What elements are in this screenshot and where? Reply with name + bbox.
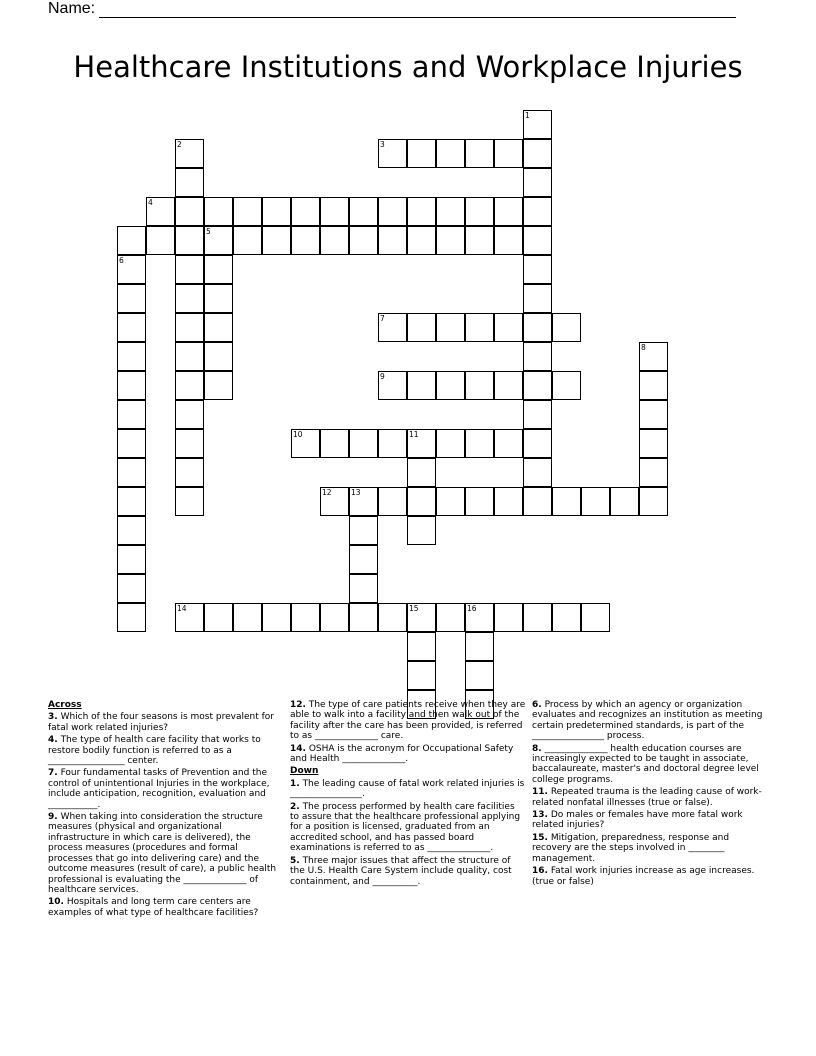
- crossword-cell[interactable]: [552, 487, 581, 516]
- crossword-cell[interactable]: [291, 603, 320, 632]
- crossword-cell[interactable]: [262, 603, 291, 632]
- crossword-cell[interactable]: [407, 632, 436, 661]
- clue-number-label: 13: [351, 488, 361, 497]
- crossword-cell[interactable]: [175, 487, 204, 516]
- clue-text: Process by which an agency or organization evaluates and recognizes an institution as meeting certain predetermined standards, is part of the ________________ process.: [532, 700, 763, 742]
- crossword-cell[interactable]: [378, 487, 407, 516]
- crossword-cell[interactable]: [581, 487, 610, 516]
- clue-number-label: 14: [177, 604, 187, 613]
- crossword-cell[interactable]: [581, 603, 610, 632]
- crossword-cell[interactable]: [233, 197, 262, 226]
- clue-number-label: 2: [177, 140, 182, 149]
- crossword-cell[interactable]: [523, 110, 552, 139]
- clue-text: The type of care patients receive when they are able to walk into a facility and then walk out of the facility after the care has been provided, is referred to as ______________ care.: [290, 700, 526, 742]
- crossword-cell[interactable]: [175, 168, 204, 197]
- crossword-cell[interactable]: [349, 574, 378, 603]
- clue-number: 11.: [532, 787, 548, 798]
- crossword-cell[interactable]: [465, 139, 494, 168]
- crossword-cell[interactable]: [407, 516, 436, 545]
- crossword-cell[interactable]: [262, 197, 291, 226]
- crossword-cell[interactable]: [465, 661, 494, 690]
- across-clue-14: [290, 744, 526, 765]
- crossword-cell[interactable]: [523, 139, 552, 168]
- crossword-cell[interactable]: [117, 574, 146, 603]
- crossword-cell[interactable]: [204, 226, 233, 255]
- across-clue-4: [48, 735, 281, 766]
- clue-number: 7.: [48, 768, 58, 779]
- crossword-cell[interactable]: [523, 197, 552, 226]
- crossword-cell[interactable]: [117, 429, 146, 458]
- clue-number: 12.: [290, 700, 306, 710]
- crossword-cell[interactable]: [349, 197, 378, 226]
- crossword-cell[interactable]: [117, 255, 146, 284]
- crossword-cell[interactable]: [262, 226, 291, 255]
- crossword-cell[interactable]: [175, 400, 204, 429]
- down-clue-11: [532, 787, 768, 808]
- clue-number: 13.: [532, 810, 548, 821]
- clues-column-1: [48, 700, 281, 920]
- crossword-cell[interactable]: [349, 516, 378, 545]
- crossword-cell[interactable]: [465, 226, 494, 255]
- crossword-cell[interactable]: [407, 226, 436, 255]
- crossword-cell[interactable]: [233, 226, 262, 255]
- crossword-cell[interactable]: [349, 226, 378, 255]
- crossword-cell[interactable]: [436, 603, 465, 632]
- crossword-cell[interactable]: [175, 197, 204, 226]
- crossword-cell[interactable]: [204, 313, 233, 342]
- crossword-cell[interactable]: [146, 197, 175, 226]
- crossword-cell[interactable]: [552, 313, 581, 342]
- clue-number: 4.: [48, 735, 58, 746]
- crossword-cell[interactable]: [494, 139, 523, 168]
- crossword-cell[interactable]: [378, 197, 407, 226]
- crossword-cell[interactable]: [523, 313, 552, 342]
- crossword-cell[interactable]: [523, 371, 552, 400]
- clue-text: Which of the four seasons is most prevalent for fatal work related injuries?: [48, 712, 274, 733]
- crossword-cell[interactable]: [465, 371, 494, 400]
- down-clue-8: [532, 744, 768, 786]
- crossword-cell[interactable]: [378, 313, 407, 342]
- clue-number: 6.: [532, 700, 542, 710]
- crossword-cell[interactable]: [610, 487, 639, 516]
- clue-number-label: 1: [525, 111, 530, 120]
- name-label: Name:: [48, 0, 96, 17]
- clue-number: 10.: [48, 897, 64, 908]
- crossword-cell[interactable]: [349, 487, 378, 516]
- crossword-cell[interactable]: [349, 603, 378, 632]
- crossword-cell[interactable]: [320, 603, 349, 632]
- crossword-cell[interactable]: [523, 400, 552, 429]
- crossword-cell[interactable]: [204, 371, 233, 400]
- crossword-cell[interactable]: [523, 226, 552, 255]
- clue-number-label: 6: [119, 256, 124, 265]
- crossword-cell[interactable]: [175, 371, 204, 400]
- crossword-cell[interactable]: [175, 603, 204, 632]
- crossword-cell[interactable]: [175, 139, 204, 168]
- clue-text: The process performed by health care facilities to assure that the healthcare professional applying for a position is licensed, graduated from an accredited school, and has passed board examinations is referred to as ______________.: [290, 801, 521, 854]
- crossword-cell[interactable]: [117, 313, 146, 342]
- clue-text: Mitigation, preparedness, response and recovery are the steps involved in ________ management.: [532, 832, 730, 864]
- clue-number: 2.: [290, 801, 300, 812]
- down-clue-16: [532, 866, 768, 887]
- clue-text: The type of health care facility that works to restore bodily function is referred to as a _________________ center.: [48, 735, 261, 767]
- crossword-cell[interactable]: [523, 429, 552, 458]
- crossword-cell[interactable]: [465, 487, 494, 516]
- clue-number: 15.: [532, 832, 548, 843]
- crossword-cell[interactable]: [552, 371, 581, 400]
- crossword-cell[interactable]: [407, 661, 436, 690]
- crossword-cell[interactable]: [175, 284, 204, 313]
- crossword-cell[interactable]: [204, 342, 233, 371]
- down-clue-5: [290, 856, 526, 887]
- crossword-cell[interactable]: [523, 458, 552, 487]
- crossword-cell[interactable]: [436, 139, 465, 168]
- crossword-cell[interactable]: [378, 139, 407, 168]
- crossword-cell[interactable]: [436, 313, 465, 342]
- crossword-cell[interactable]: [175, 313, 204, 342]
- clue-text: ______________ health education courses are increasingly expected to be taught in associate, baccalaureate, master's and doctoral degree level college programs.: [532, 743, 759, 785]
- crossword-cell[interactable]: [146, 226, 175, 255]
- clue-number: 16.: [532, 866, 548, 877]
- clue-number-label: 9: [380, 372, 385, 381]
- page-title: Healthcare Institutions and Workplace Injuries: [73, 50, 743, 84]
- clue-text: When taking into consideration the structure measures (physical and organizational infrastructure in which care is delivered), the process measures (procedures and formal processes that go into delivering care) and the outcome measures (result of care), a public health professional is evaluating the ______________ of healthcare services.: [48, 812, 277, 895]
- crossword-cell[interactable]: [407, 487, 436, 516]
- crossword-cell[interactable]: [204, 603, 233, 632]
- clue-number: 8.: [532, 743, 542, 754]
- crossword-cell[interactable]: [465, 429, 494, 458]
- clue-text: Fatal work injuries increase as age increases. (true or false): [532, 866, 755, 887]
- crossword-cell[interactable]: [639, 458, 668, 487]
- crossword-cell[interactable]: [117, 545, 146, 574]
- crossword-cell[interactable]: [639, 400, 668, 429]
- clue-number-label: 4: [148, 198, 153, 207]
- crossword-cell[interactable]: [494, 197, 523, 226]
- crossword-cell[interactable]: [378, 429, 407, 458]
- crossword-cell[interactable]: [639, 342, 668, 371]
- crossword-cell[interactable]: [523, 342, 552, 371]
- crossword-cell[interactable]: [175, 226, 204, 255]
- crossword-cell[interactable]: [465, 632, 494, 661]
- clue-number: 1.: [290, 778, 300, 789]
- crossword-cell[interactable]: [407, 139, 436, 168]
- crossword-cell[interactable]: [465, 313, 494, 342]
- clue-text: Repeated trauma is the leading cause of work-related nonfatal illnesses (true or false).: [532, 787, 762, 808]
- clue-number-label: 10: [293, 430, 303, 439]
- crossword-cell[interactable]: [117, 487, 146, 516]
- crossword-cell[interactable]: [494, 429, 523, 458]
- crossword-cell[interactable]: [204, 284, 233, 313]
- crossword-cell[interactable]: [407, 371, 436, 400]
- clue-text: Three major issues that affect the structure of the U.S. Health Care System include quality, cost containment, and __________.: [290, 855, 512, 887]
- crossword-cell[interactable]: [523, 284, 552, 313]
- crossword-cell[interactable]: [552, 603, 581, 632]
- crossword-cell[interactable]: [320, 487, 349, 516]
- crossword-cell[interactable]: [465, 603, 494, 632]
- crossword-cell[interactable]: [523, 487, 552, 516]
- crossword-cell[interactable]: [175, 429, 204, 458]
- across-clue-3: [48, 712, 281, 733]
- crossword-cell[interactable]: [349, 429, 378, 458]
- crossword-cell[interactable]: [378, 603, 407, 632]
- crossword-cell[interactable]: [291, 429, 320, 458]
- clue-number-label: 8: [641, 343, 646, 352]
- across-heading: Across: [48, 700, 82, 710]
- crossword-cell[interactable]: [117, 400, 146, 429]
- crossword-cell[interactable]: [349, 545, 378, 574]
- clues-column-3: [532, 700, 768, 889]
- crossword-cell[interactable]: [117, 284, 146, 313]
- crossword-cell[interactable]: [436, 197, 465, 226]
- crossword-cell[interactable]: [494, 487, 523, 516]
- crossword-cell[interactable]: [204, 255, 233, 284]
- crossword-cell[interactable]: [407, 603, 436, 632]
- crossword-cell[interactable]: [204, 197, 233, 226]
- down-heading: Down: [290, 766, 319, 777]
- crossword-cell[interactable]: [117, 371, 146, 400]
- down-clue-15: [532, 833, 768, 864]
- crossword-cell[interactable]: [523, 603, 552, 632]
- clue-text: Do males or females have more fatal work related injuries?: [532, 810, 743, 831]
- clue-number: 3.: [48, 712, 58, 723]
- across-clue-12: [290, 700, 526, 742]
- across-clue-9: [48, 812, 281, 895]
- crossword-cell[interactable]: [320, 197, 349, 226]
- crossword-cell[interactable]: [639, 487, 668, 516]
- crossword-cell[interactable]: [436, 371, 465, 400]
- clues-column-2: [290, 700, 526, 889]
- crossword-cell[interactable]: [320, 226, 349, 255]
- crossword-cell[interactable]: [175, 342, 204, 371]
- crossword-cell[interactable]: [407, 429, 436, 458]
- clue-number-label: 16: [467, 604, 477, 613]
- crossword-cell[interactable]: [523, 255, 552, 284]
- crossword-cell[interactable]: [117, 516, 146, 545]
- crossword-cell[interactable]: [407, 197, 436, 226]
- crossword-cell[interactable]: [117, 603, 146, 632]
- down-clue-1: [290, 779, 526, 800]
- clue-text: The leading cause of fatal work related injuries is ________________.: [290, 778, 525, 800]
- down-clue-2: [290, 802, 526, 854]
- crossword-cell[interactable]: [494, 371, 523, 400]
- clue-number: 9.: [48, 812, 58, 823]
- crossword-cell[interactable]: [523, 168, 552, 197]
- clue-text: Four fundamental tasks of Prevention and the control of unintentional Injuries in the workplace, include anticipation, recognition, evaluation and ___________.: [48, 768, 270, 810]
- crossword-cell[interactable]: [407, 313, 436, 342]
- crossword-cell[interactable]: [291, 226, 320, 255]
- crossword-cell[interactable]: [117, 342, 146, 371]
- crossword-cell[interactable]: [233, 603, 262, 632]
- crossword-cell[interactable]: [436, 429, 465, 458]
- clue-number: 5.: [290, 855, 300, 866]
- down-clue-13: [532, 810, 768, 831]
- clue-text: OSHA is the acronym for Occupational Safety and Health ______________.: [290, 743, 514, 765]
- clue-number-label: 3: [380, 140, 385, 149]
- crossword-cell[interactable]: [320, 429, 349, 458]
- crossword-cell[interactable]: [494, 603, 523, 632]
- crossword-cell[interactable]: [378, 371, 407, 400]
- crossword-cell[interactable]: [378, 226, 407, 255]
- clue-text: Hospitals and long term care centers are examples of what type of healthcare facilities?: [48, 897, 259, 918]
- crossword-cell[interactable]: [494, 313, 523, 342]
- crossword-cell[interactable]: [639, 429, 668, 458]
- crossword-cell[interactable]: [175, 458, 204, 487]
- crossword-cell[interactable]: [117, 226, 146, 255]
- down-clue-6: [532, 700, 768, 742]
- across-clue-7: [48, 768, 281, 810]
- crossword-cell[interactable]: [494, 226, 523, 255]
- crossword-cell[interactable]: [291, 197, 320, 226]
- clue-number-label: 5: [206, 227, 211, 236]
- crossword-cell[interactable]: [465, 197, 494, 226]
- crossword-cell[interactable]: [117, 458, 146, 487]
- clue-number-label: 7: [380, 314, 385, 323]
- crossword-cell[interactable]: [639, 371, 668, 400]
- crossword-cell[interactable]: [407, 458, 436, 487]
- clue-number-label: 12: [322, 488, 332, 497]
- clue-number-label: 15: [409, 604, 419, 613]
- crossword-cell[interactable]: [436, 487, 465, 516]
- clue-number: 14.: [290, 743, 306, 754]
- crossword-cell[interactable]: [436, 226, 465, 255]
- across-clue-10: [48, 897, 281, 918]
- clue-number-label: 11: [409, 430, 419, 439]
- crossword-cell[interactable]: [175, 255, 204, 284]
